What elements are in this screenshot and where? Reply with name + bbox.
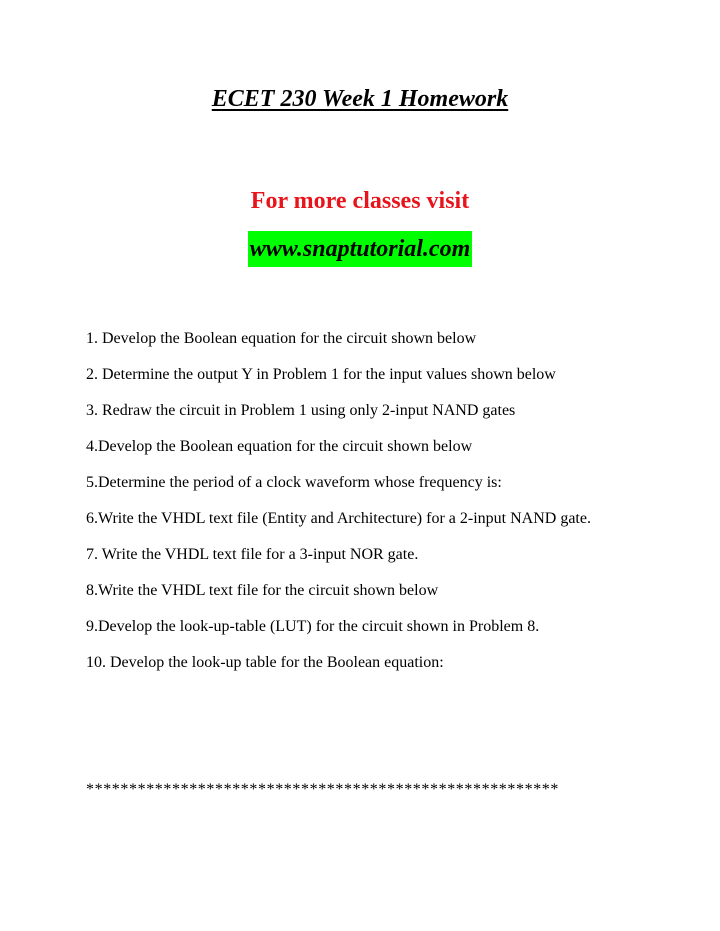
- promo-text: For more classes visit: [250, 188, 470, 214]
- question-item: 4.Develop the Boolean equation for the circuit shown below: [86, 438, 473, 455]
- question-item: 3. Redraw the circuit in Problem 1 using only 2-input NAND gates: [86, 402, 516, 419]
- question-item: 10. Develop the look-up table for the Boolean equation:: [86, 654, 444, 671]
- question-item: 6.Write the VHDL text file (Entity and Architecture) for a 2-input NAND gate.: [86, 510, 591, 527]
- promo-url-link[interactable]: www.snaptutorial.com: [248, 231, 473, 267]
- document-title: ECET 230 Week 1 Homework: [211, 86, 509, 112]
- question-item: 1. Develop the Boolean equation for the circuit shown below: [86, 330, 477, 347]
- question-item: 5.Determine the period of a clock waveform whose frequency is:: [86, 474, 502, 491]
- asterisk-separator: *******************************************************: [86, 781, 559, 798]
- homework-question-list: [86, 327, 646, 687]
- question-item: 8.Write the VHDL text file for the circuit shown below: [86, 582, 439, 599]
- question-item: 2. Determine the output Y in Problem 1 for the input values shown below: [86, 366, 556, 383]
- promo-url-container: [0, 231, 720, 267]
- question-item: 7. Write the VHDL text file for a 3-input NOR gate.: [86, 546, 419, 563]
- question-item: 9.Develop the look-up-table (LUT) for the circuit shown in Problem 8.: [86, 618, 540, 635]
